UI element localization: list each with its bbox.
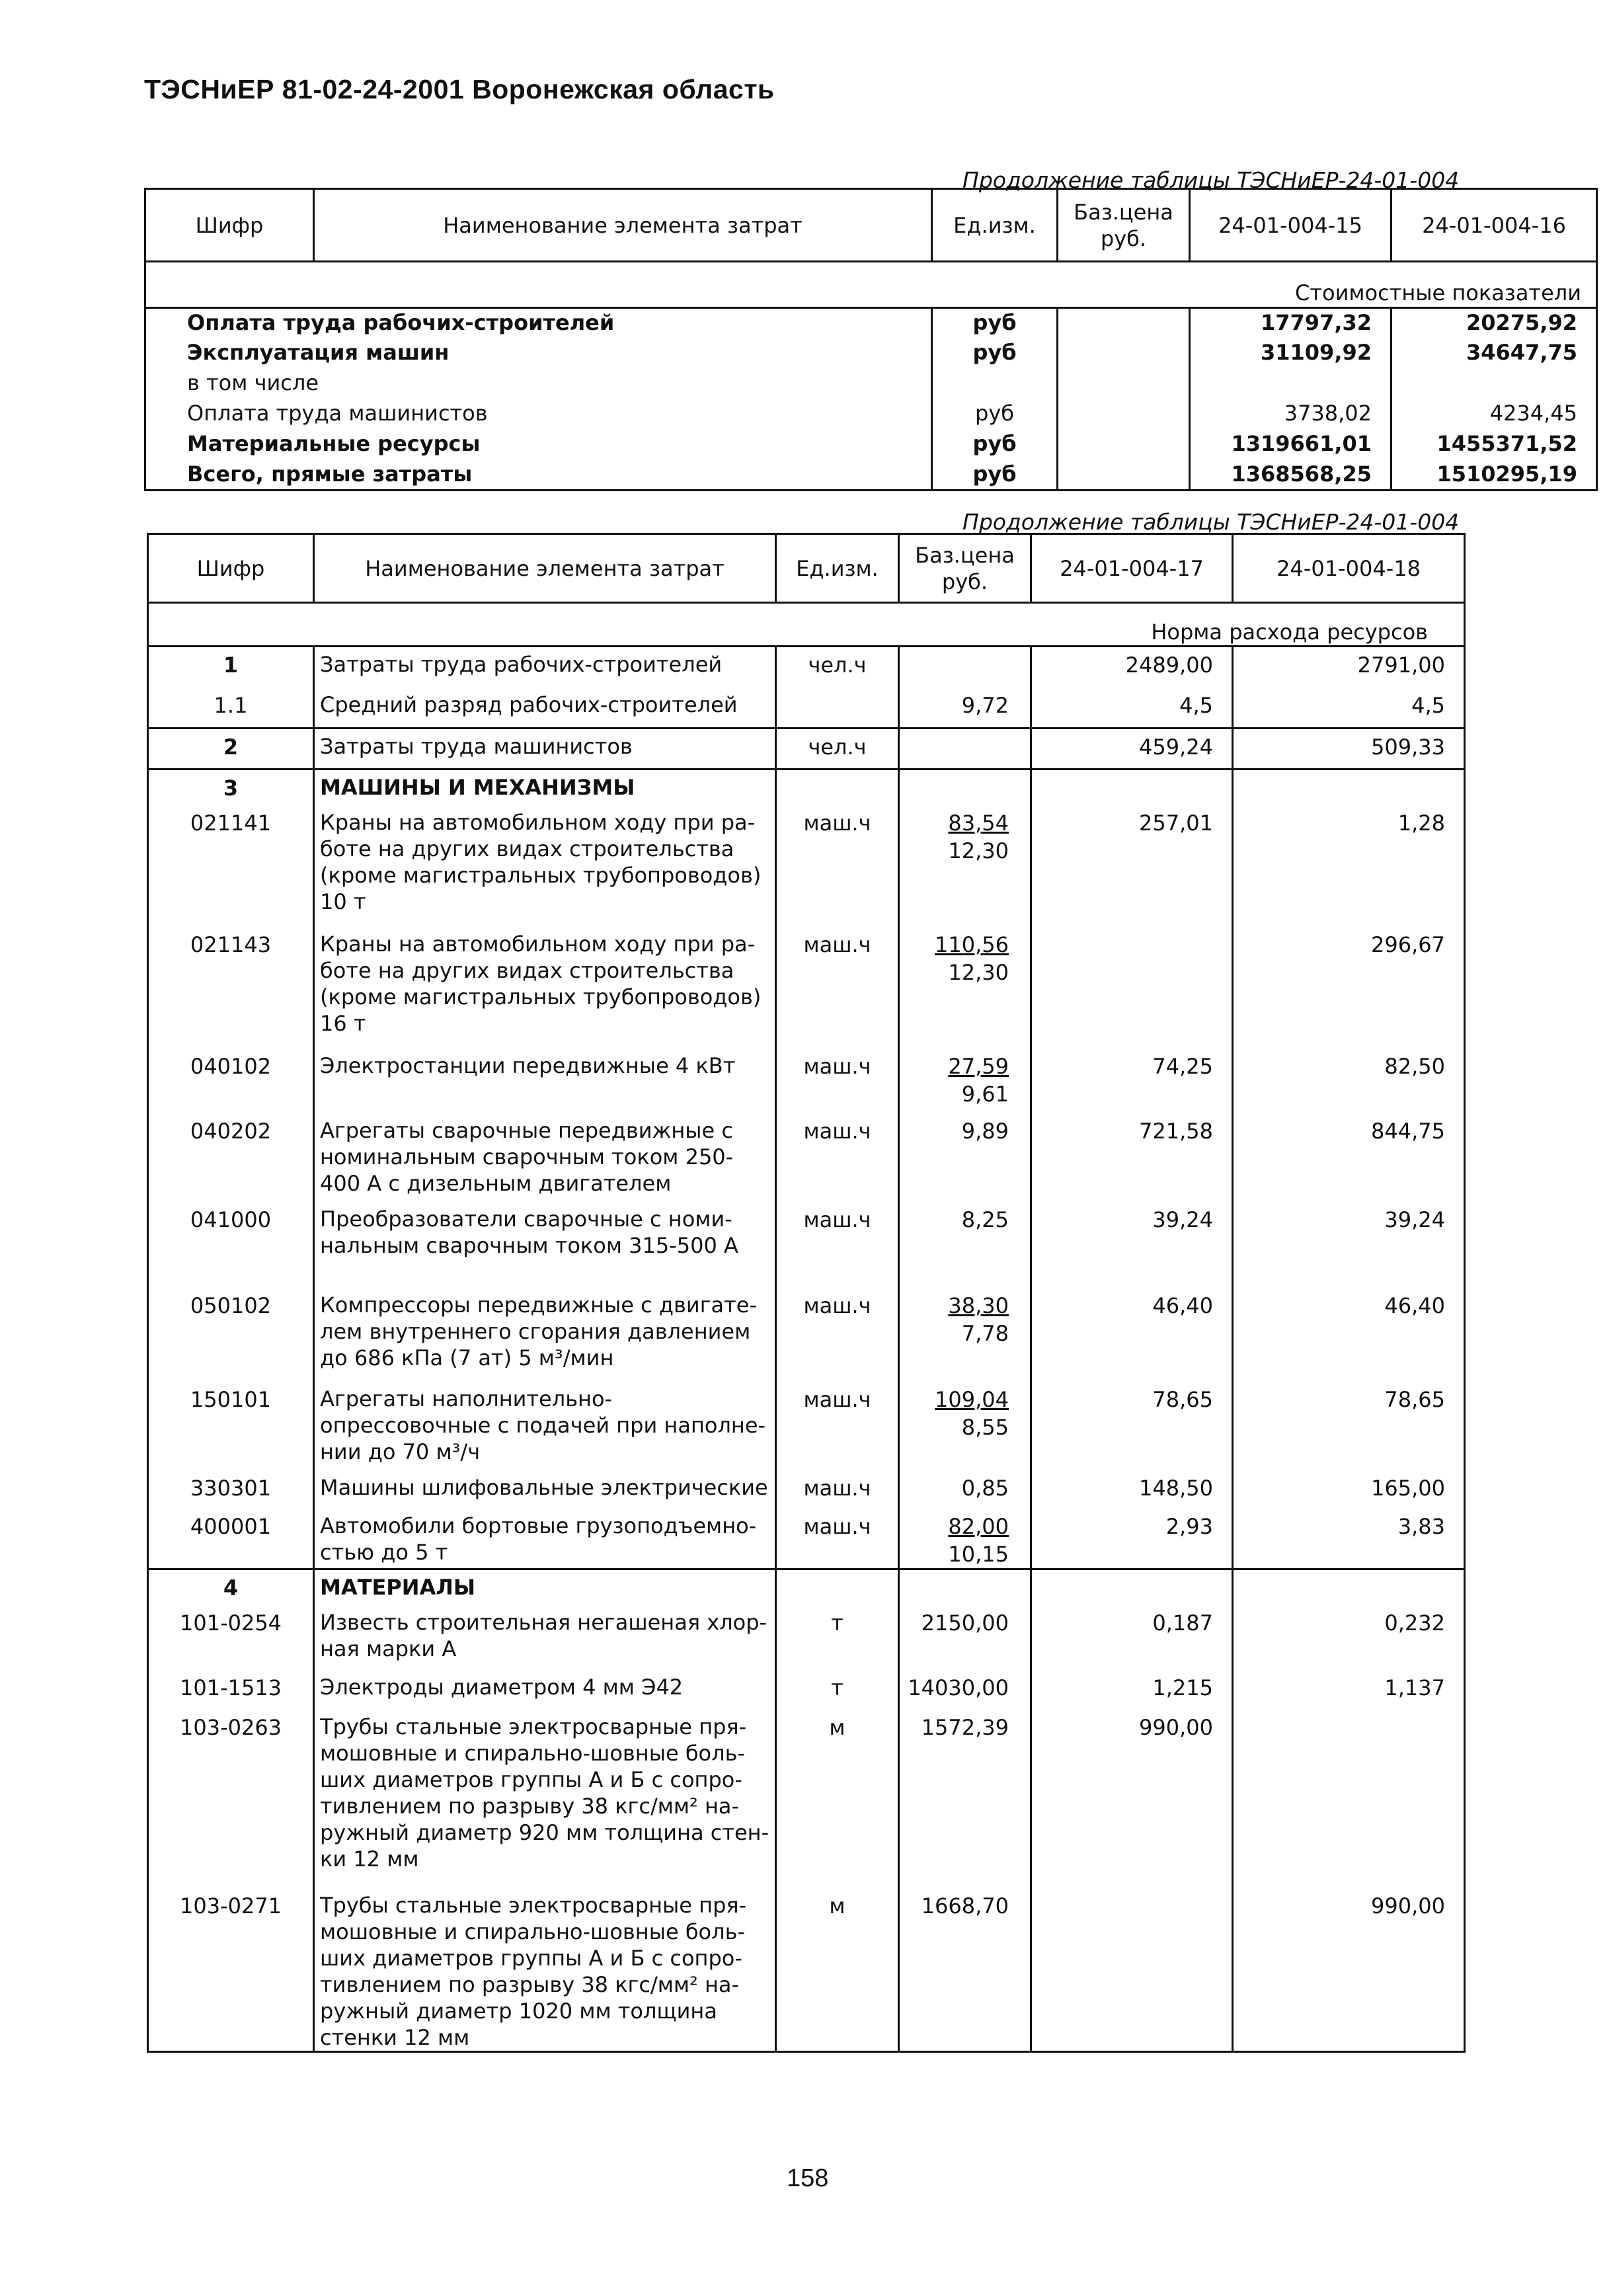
row-name: Электростанции передвижные 4 кВт [314, 1049, 776, 1113]
row-name: Эксплуатация машин [145, 338, 932, 369]
row-value-b: 1455371,52 [1392, 430, 1597, 460]
row-value-b [1392, 369, 1597, 399]
row-name: Всего, прямые затраты [145, 460, 932, 491]
row-unit: маш.ч [776, 1202, 899, 1288]
row-code: 021141 [148, 805, 314, 927]
row-value-b: 844,75 [1233, 1113, 1465, 1202]
row-price [899, 1470, 1031, 1509]
row-value-b: 2791,00 [1233, 647, 1465, 688]
row-value-a [1031, 1569, 1233, 1605]
row-name: Агрегаты сварочные передвижные с номинальным сварочным током 250-400 А с дизельным двигателем [314, 1113, 776, 1202]
row-price [899, 1710, 1031, 1888]
row-price [899, 1382, 1031, 1470]
resource-row [148, 729, 1465, 770]
row-unit: чел.ч [776, 729, 899, 770]
cost-rows [145, 308, 1597, 491]
continuation-label-1: Продолжение таблицы ТЭСНиЕР-24-01-004 [962, 167, 1460, 193]
resource-row [148, 1670, 1465, 1710]
row-name: Преобразователи сварочные с номи- нальным сварочным током 315-500 А [314, 1202, 776, 1288]
resource-row [148, 927, 1465, 1049]
section-label-norm: Норма расхода ресурсов [148, 603, 1465, 647]
row-value-a: 990,00 [1031, 1710, 1233, 1888]
price-secondary: 10,15 [948, 1541, 1009, 1567]
row-value-b: 4234,45 [1392, 399, 1597, 430]
row-price [899, 1569, 1031, 1605]
row-value-a: 46,40 [1031, 1288, 1233, 1382]
row-price [899, 1888, 1031, 2052]
resource-row [148, 1113, 1465, 1202]
resource-row [148, 688, 1465, 729]
row-code: 3 [148, 770, 314, 805]
header-code: Шифр [145, 189, 314, 262]
header-col-b: 24-01-004-18 [1233, 534, 1465, 603]
header-name: Наименование элемента затрат [314, 534, 776, 603]
row-value-b: 46,40 [1233, 1288, 1465, 1382]
price-main: 38,30 [948, 1292, 1009, 1318]
row-name: Затраты труда машинистов [314, 729, 776, 770]
row-value-a: 721,58 [1031, 1113, 1233, 1202]
row-code: 103-0263 [148, 1710, 314, 1888]
row-name: МАШИНЫ И МЕХАНИЗМЫ [314, 770, 776, 805]
row-price [899, 1202, 1031, 1288]
row-code: 041000 [148, 1202, 314, 1288]
section-label-cost: Стоимостные показатели [145, 262, 1597, 308]
price-main: 82,00 [948, 1513, 1009, 1539]
resource-row [148, 1049, 1465, 1113]
cost-row [145, 369, 1597, 399]
row-unit: руб [932, 460, 1058, 491]
header-col-b: 24-01-004-16 [1392, 189, 1597, 262]
price-main: 27,59 [948, 1053, 1009, 1079]
row-name: в том числе [145, 369, 932, 399]
row-price [899, 1288, 1031, 1382]
row-price [899, 729, 1031, 770]
resource-table [147, 533, 1466, 2053]
row-name: Оплата труда машинистов [145, 399, 932, 430]
price-main: 9,89 [961, 1118, 1009, 1144]
header-unit: Ед.изм. [932, 189, 1058, 262]
row-unit: маш.ч [776, 1382, 899, 1470]
row-unit: руб [932, 308, 1058, 338]
row-price [899, 1113, 1031, 1202]
row-name: Затраты труда рабочих-строителей [314, 647, 776, 688]
row-value-a [1031, 927, 1233, 1049]
price-main: 109,04 [935, 1386, 1009, 1412]
row-price [1058, 399, 1190, 430]
price-main: 1572,39 [921, 1714, 1009, 1740]
row-value-a [1031, 770, 1233, 805]
row-name: Материальные ресурсы [145, 430, 932, 460]
row-price [1058, 369, 1190, 399]
row-unit: маш.ч [776, 1113, 899, 1202]
resource-rows [148, 647, 1465, 2052]
price-main: 2150,00 [921, 1610, 1009, 1636]
page-number: 158 [787, 2164, 829, 2192]
row-price [899, 1605, 1031, 1670]
price-main: 1668,70 [921, 1893, 1009, 1919]
resource-row [148, 770, 1465, 805]
row-unit: маш.ч [776, 805, 899, 927]
row-unit: м [776, 1888, 899, 2052]
row-code: 021143 [148, 927, 314, 1049]
row-value-a: 4,5 [1031, 688, 1233, 729]
row-unit: маш.ч [776, 1049, 899, 1113]
resource-row [148, 805, 1465, 927]
row-value-b: 990,00 [1233, 1888, 1465, 2052]
row-value-b [1233, 770, 1465, 805]
row-price [899, 805, 1031, 927]
row-value-b: 1,137 [1233, 1670, 1465, 1710]
row-code: 400001 [148, 1509, 314, 1569]
header-col-a: 24-01-004-17 [1031, 534, 1233, 603]
row-value-b: 78,65 [1233, 1382, 1465, 1470]
row-value-b: 296,67 [1233, 927, 1465, 1049]
row-value-a: 31109,92 [1190, 338, 1392, 369]
row-price [1058, 338, 1190, 369]
row-code: 040102 [148, 1049, 314, 1113]
row-name: Агрегаты наполнительно- опрессовочные с подачей при наполне- нии до 70 м³/ч [314, 1382, 776, 1470]
row-value-b: 165,00 [1233, 1470, 1465, 1509]
cost-table [144, 188, 1598, 491]
row-code: 330301 [148, 1470, 314, 1509]
continuation-label-2: Продолжение таблицы ТЭСНиЕР-24-01-004 [962, 509, 1460, 535]
row-price [899, 1670, 1031, 1710]
row-name: Автомобили бортовые грузоподъемно- стью до 5 т [314, 1509, 776, 1569]
row-value-a: 1368568,25 [1190, 460, 1392, 491]
header-price: Баз.цена руб. [899, 534, 1031, 603]
price-main: 8,25 [961, 1207, 1009, 1232]
cost-row [145, 308, 1597, 338]
cost-row [145, 338, 1597, 369]
resource-row [148, 1382, 1465, 1470]
row-price [899, 770, 1031, 805]
header-code: Шифр [148, 534, 314, 603]
cost-row [145, 430, 1597, 460]
row-price [1058, 308, 1190, 338]
row-value-b: 4,5 [1233, 688, 1465, 729]
row-code: 1.1 [148, 688, 314, 729]
row-name: Средний разряд рабочих-строителей [314, 688, 776, 729]
row-price [899, 1049, 1031, 1113]
cost-row [145, 460, 1597, 491]
row-code: 101-1513 [148, 1670, 314, 1710]
row-code: 150101 [148, 1382, 314, 1470]
row-price [899, 1509, 1031, 1569]
row-unit: маш.ч [776, 1470, 899, 1509]
row-unit: руб [932, 399, 1058, 430]
price-secondary: 8,55 [961, 1414, 1009, 1440]
row-name: Оплата труда рабочих-строителей [145, 308, 932, 338]
row-price [899, 688, 1031, 729]
price-main: 110,56 [935, 931, 1009, 957]
resource-row [148, 1509, 1465, 1569]
row-value-a: 2489,00 [1031, 647, 1233, 688]
row-value-b: 1510295,19 [1392, 460, 1597, 491]
row-name: Краны на автомобильном ходу при ра- боте на других видах строительства (кроме магистральных трубопроводов) 16 т [314, 927, 776, 1049]
price-main: 14030,00 [908, 1675, 1009, 1700]
row-name: Известь строительная негашеная хлор- ная марки А [314, 1605, 776, 1670]
row-value-a: 459,24 [1031, 729, 1233, 770]
row-value-a: 17797,32 [1190, 308, 1392, 338]
row-price [899, 927, 1031, 1049]
resource-row [148, 1888, 1465, 2052]
row-name: Трубы стальные электросварные пря- мошовные и спирально-шовные боль- ших диаметров группы А и Б с сопро- тивлением по разрыву 38 кгс/мм² на- ружный диаметр 920 мм толщина стен- ки 12 мм [314, 1710, 776, 1888]
row-value-a: 1319661,01 [1190, 430, 1392, 460]
row-code: 050102 [148, 1288, 314, 1382]
row-price [1058, 460, 1190, 491]
row-name: Компрессоры передвижные с двигате- лем внутреннего сгорания давлением до 686 кПа (7 ат) 5 м³/мин [314, 1288, 776, 1382]
row-unit: м [776, 1710, 899, 1888]
row-value-a [1031, 1888, 1233, 2052]
row-code: 101-0254 [148, 1605, 314, 1670]
price-secondary: 12,30 [948, 959, 1009, 985]
row-value-a: 3738,02 [1190, 399, 1392, 430]
row-unit [776, 770, 899, 805]
row-unit: руб [932, 430, 1058, 460]
price-main: 83,54 [948, 810, 1009, 836]
header-price: Баз.цена руб. [1058, 189, 1190, 262]
resource-row [148, 647, 1465, 688]
row-value-b: 39,24 [1233, 1202, 1465, 1288]
row-unit: чел.ч [776, 647, 899, 688]
row-price [899, 647, 1031, 688]
price-main: 0,85 [961, 1475, 1009, 1501]
row-value-b [1233, 1710, 1465, 1888]
row-value-b: 0,232 [1233, 1605, 1465, 1670]
row-value-a: 257,01 [1031, 805, 1233, 927]
resource-row [148, 1202, 1465, 1288]
row-unit [776, 1569, 899, 1605]
row-unit: маш.ч [776, 1288, 899, 1382]
row-value-a: 74,25 [1031, 1049, 1233, 1113]
row-unit [932, 369, 1058, 399]
resource-row [148, 1605, 1465, 1670]
price-secondary: 9,61 [961, 1081, 1009, 1107]
row-value-a [1190, 369, 1392, 399]
header-name: Наименование элемента затрат [314, 189, 932, 262]
resource-row [148, 1569, 1465, 1605]
row-name: Машины шлифовальные электрические [314, 1470, 776, 1509]
row-unit: руб [932, 338, 1058, 369]
header-col-a: 24-01-004-15 [1190, 189, 1392, 262]
row-code: 1 [148, 647, 314, 688]
row-value-a: 78,65 [1031, 1382, 1233, 1470]
row-code: 103-0271 [148, 1888, 314, 2052]
header-unit: Ед.изм. [776, 534, 899, 603]
row-value-b: 3,83 [1233, 1509, 1465, 1569]
row-unit [776, 688, 899, 729]
row-value-a: 2,93 [1031, 1509, 1233, 1569]
row-value-a: 1,215 [1031, 1670, 1233, 1710]
resource-row [148, 1710, 1465, 1888]
row-value-b: 1,28 [1233, 805, 1465, 927]
cost-row [145, 399, 1597, 430]
row-value-b: 20275,92 [1392, 308, 1597, 338]
row-name: Электроды диаметром 4 мм Э42 [314, 1670, 776, 1710]
row-name: Трубы стальные электросварные пря- мошовные и спирально-шовные боль- ших диаметров группы А и Б с сопро- тивлением по разрыву 38 кгс/мм² на- ружный диаметр 1020 мм толщина стенки 12 мм [314, 1888, 776, 2052]
row-value-b: 34647,75 [1392, 338, 1597, 369]
row-value-a: 0,187 [1031, 1605, 1233, 1670]
price-main: 9,72 [961, 692, 1009, 718]
price-secondary: 7,78 [961, 1320, 1009, 1346]
row-value-b [1233, 1569, 1465, 1605]
row-value-a: 148,50 [1031, 1470, 1233, 1509]
document-title: ТЭСНиЕР 81-02-24-2001 Воронежская область [144, 74, 775, 104]
row-price [1058, 430, 1190, 460]
row-name: Краны на автомобильном ходу при ра- боте на других видах строительства (кроме магистральных трубопроводов) 10 т [314, 805, 776, 927]
row-value-b: 509,33 [1233, 729, 1465, 770]
row-code: 2 [148, 729, 314, 770]
row-value-a: 39,24 [1031, 1202, 1233, 1288]
resource-row [148, 1470, 1465, 1509]
row-unit: т [776, 1670, 899, 1710]
row-code: 4 [148, 1569, 314, 1605]
row-unit: маш.ч [776, 927, 899, 1049]
row-name: МАТЕРИАЛЫ [314, 1569, 776, 1605]
row-unit: маш.ч [776, 1509, 899, 1569]
resource-row [148, 1288, 1465, 1382]
row-value-b: 82,50 [1233, 1049, 1465, 1113]
price-secondary: 12,30 [948, 838, 1009, 863]
row-code: 040202 [148, 1113, 314, 1202]
row-unit: т [776, 1605, 899, 1670]
